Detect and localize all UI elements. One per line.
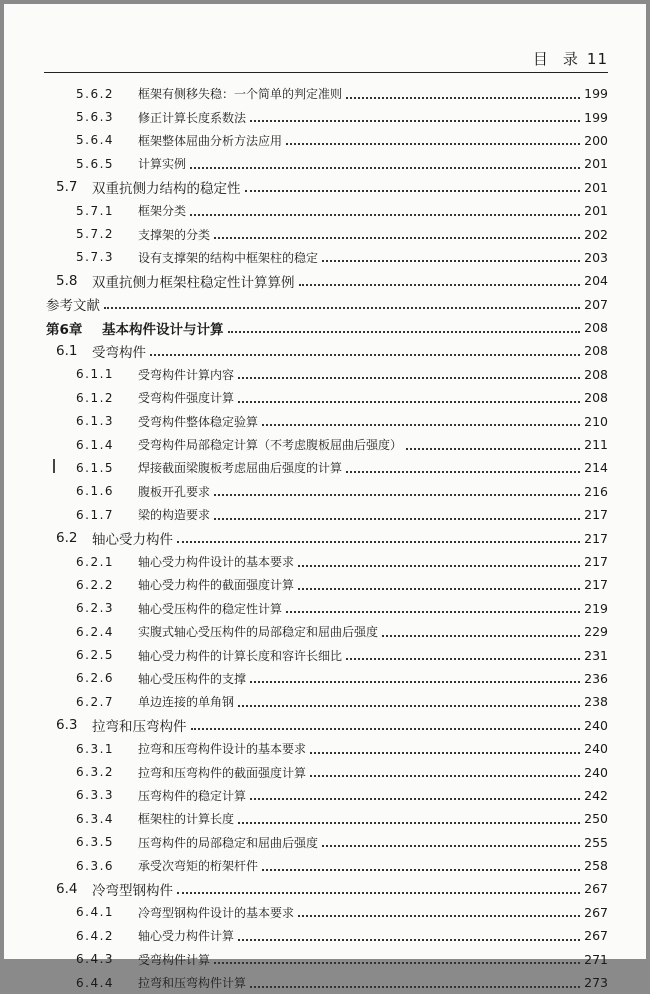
toc-entry-number: 6.3.6 <box>76 858 115 873</box>
toc-entry-page: 203 <box>584 249 608 265</box>
dot-leader <box>177 878 580 894</box>
dot-leader <box>286 129 580 145</box>
toc-entry-number: 6.2.5 <box>76 648 115 663</box>
toc-entry-number: 6.1.7 <box>76 507 115 522</box>
toc-entry-page: 202 <box>584 226 608 242</box>
table-of-contents <box>44 82 608 994</box>
toc-entry-number: 6.2.7 <box>76 694 115 709</box>
toc-entry-title: 修正计算长度系数法 <box>138 110 247 125</box>
dot-leader <box>238 387 580 403</box>
toc-entry-title: 拉弯和压弯构件计算 <box>138 976 247 991</box>
toc-entry[interactable] <box>44 971 608 994</box>
toc-entry-label <box>44 413 258 430</box>
toc-entry[interactable] <box>44 760 608 783</box>
toc-entry-number: 5.8 <box>56 272 78 289</box>
toc-entry-label <box>44 810 234 827</box>
toc-entry-label <box>44 85 342 102</box>
toc-entry-label <box>44 927 234 944</box>
toc-entry[interactable] <box>44 246 608 269</box>
dot-leader <box>238 691 580 707</box>
toc-entry-title: 冷弯型钢构件 <box>92 882 173 899</box>
toc-entry-page: 238 <box>584 694 608 710</box>
toc-entry-title: 计算实例 <box>138 157 187 172</box>
toc-entry-title: 实腹式轴心受压构件的局部稳定和屈曲后强度 <box>138 625 379 640</box>
toc-entry[interactable] <box>44 222 608 245</box>
toc-entry-page: 200 <box>584 132 608 148</box>
toc-entry[interactable] <box>44 409 608 432</box>
dot-leader <box>298 574 580 590</box>
toc-entry-number: 6.1.2 <box>76 390 115 405</box>
header-title-right: 录 <box>562 50 579 68</box>
toc-entry[interactable] <box>44 854 608 877</box>
toc-entry-title: 框架整体屈曲分析方法应用 <box>138 133 283 148</box>
dot-leader <box>238 808 580 824</box>
toc-entry-page: 201 <box>584 156 608 172</box>
dot-leader <box>245 176 581 192</box>
toc-entry-title: 轴心受力构件 <box>92 532 173 549</box>
toc-entry[interactable] <box>44 597 608 620</box>
toc-entry-number: 5.7 <box>56 179 78 196</box>
dot-leader <box>298 901 580 917</box>
toc-entry-page: 236 <box>584 670 608 686</box>
dot-leader <box>190 153 580 169</box>
toc-entry-label <box>44 177 241 197</box>
dot-leader <box>382 621 580 637</box>
toc-entry[interactable] <box>44 667 608 690</box>
dot-leader <box>250 106 580 122</box>
dot-leader <box>322 246 580 262</box>
dot-leader <box>310 761 580 777</box>
toc-entry-number: 6.2.2 <box>76 577 115 592</box>
toc-entry[interactable] <box>44 82 608 105</box>
toc-entry-title: 轴心受压构件的稳定性计算 <box>138 601 283 616</box>
toc-entry-title: 轴心受压构件的支撑 <box>138 671 247 686</box>
toc-entry[interactable] <box>44 877 608 900</box>
toc-entry-page: 240 <box>584 741 608 757</box>
toc-entry-number: 6.1.3 <box>76 414 115 429</box>
toc-entry-page: 208 <box>584 320 608 336</box>
toc-entry-title: 参考文献 <box>46 298 100 315</box>
toc-entry-label <box>44 294 100 314</box>
toc-entry-number: 5.7.1 <box>76 203 115 218</box>
toc-entry[interactable] <box>44 807 608 830</box>
header-page-number: 11 <box>586 50 608 68</box>
toc-entry[interactable] <box>44 924 608 947</box>
toc-entry-page: 208 <box>584 390 608 406</box>
toc-entry-page: 267 <box>584 904 608 920</box>
toc-entry-label <box>44 764 306 781</box>
toc-entry-title: 冷弯型钢构件设计的基本要求 <box>138 905 295 920</box>
toc-entry-page: 250 <box>584 811 608 827</box>
toc-entry[interactable] <box>44 831 608 854</box>
toc-entry-label <box>44 904 294 921</box>
toc-entry-title: 框架分类 <box>138 204 187 219</box>
toc-entry-label <box>44 459 342 476</box>
toc-entry-number: 5.6.3 <box>76 110 115 125</box>
toc-entry-number: 6.1 <box>56 342 78 359</box>
toc-entry-number: 6.3.2 <box>76 765 115 780</box>
toc-entry-number: 5.7.3 <box>76 250 115 265</box>
dot-leader <box>238 925 580 941</box>
dot-leader <box>228 317 581 333</box>
toc-entry-number: 6.3.3 <box>76 788 115 803</box>
toc-entry-label <box>44 389 234 406</box>
toc-entry-page: 214 <box>584 460 608 476</box>
dot-leader <box>104 293 580 309</box>
toc-entry-title: 轴心受力构件的截面强度计算 <box>138 578 295 593</box>
toc-entry-title: 框架有侧移失稳：一个简单的判定准则 <box>138 87 343 102</box>
toc-entry[interactable] <box>44 199 608 222</box>
toc-entry-label <box>44 109 246 126</box>
toc-entry[interactable] <box>44 339 608 362</box>
toc-entry[interactable] <box>44 643 608 666</box>
toc-entry-title: 腹板开孔要求 <box>138 484 211 499</box>
toc-entry-title: 双重抗侧力结构的稳定性 <box>92 181 241 198</box>
toc-entry-label <box>44 834 318 851</box>
toc-entry-label <box>44 226 210 243</box>
dot-leader <box>214 948 580 964</box>
dot-leader <box>177 527 580 543</box>
dot-leader <box>214 480 580 496</box>
toc-entry-page: 208 <box>584 343 608 359</box>
toc-entry-title: 设有支撑架的结构中框架柱的稳定 <box>138 250 319 265</box>
toc-entry-page: 217 <box>584 577 608 593</box>
toc-entry-title: 轴心受力构件的计算长度和容许长细比 <box>138 648 343 663</box>
dot-leader <box>250 972 580 988</box>
header-title-left: 目 <box>532 50 549 68</box>
toc-entry-number: 6.4.4 <box>76 975 115 990</box>
toc-entry-number: 6.3.4 <box>76 811 115 826</box>
toc-entry-title: 轴心受力构件计算 <box>138 929 235 944</box>
toc-entry-number: 6.2.3 <box>76 601 115 616</box>
toc-entry[interactable] <box>44 947 608 970</box>
toc-entry-title: 受弯构件计算内容 <box>138 367 235 382</box>
dot-leader <box>406 434 580 450</box>
toc-entry-page: 210 <box>584 413 608 429</box>
toc-entry-page: 207 <box>584 296 608 312</box>
toc-entry-title: 梁的构造要求 <box>138 508 211 523</box>
dot-leader <box>262 410 580 426</box>
toc-entry-title: 受弯构件局部稳定计算（不考虑腹板屈曲后强度） <box>138 438 403 453</box>
toc-entry-title: 压弯构件的局部稳定和屈曲后强度 <box>138 835 319 850</box>
dot-leader <box>346 457 580 473</box>
toc-entry-page: 240 <box>584 717 608 733</box>
toc-entry-title: 单边连接的单角钢 <box>138 695 235 710</box>
toc-entry-number: 5.6.4 <box>76 133 115 148</box>
toc-entry-title: 受弯构件 <box>92 344 146 361</box>
toc-entry-title: 受弯构件强度计算 <box>138 391 235 406</box>
toc-entry-number: 6.3 <box>56 717 78 734</box>
toc-entry-page: 267 <box>584 928 608 944</box>
toc-entry-title: 支撑架的分类 <box>138 227 211 242</box>
toc-entry-label <box>44 155 186 172</box>
toc-entry-title: 受弯构件计算 <box>138 952 211 967</box>
toc-entry-number: 6.3.5 <box>76 835 115 850</box>
toc-entry-number: 6.4.1 <box>76 905 115 920</box>
toc-entry-number: 6.2.4 <box>76 624 115 639</box>
toc-entry-label <box>44 693 234 710</box>
dot-leader <box>346 83 580 99</box>
toc-entry-number: 第6章 <box>46 321 83 338</box>
toc-entry[interactable] <box>44 480 608 503</box>
toc-entry-number: 5.7.2 <box>76 227 115 242</box>
toc-entry-page: 217 <box>584 507 608 523</box>
toc-entry-label <box>44 249 318 266</box>
toc-entry-number: 6.1.4 <box>76 437 115 452</box>
toc-entry-page: 258 <box>584 858 608 874</box>
toc-entry[interactable] <box>44 176 608 199</box>
toc-entry-page: 231 <box>584 647 608 663</box>
toc-entry-number: 6.1.5 <box>76 460 115 475</box>
toc-entry-label <box>44 576 294 593</box>
toc-entry-title: 焊接截面梁腹板考虑屈曲后强度的计算 <box>138 461 343 476</box>
toc-entry-title: 承受次弯矩的桁架杆件 <box>138 859 259 874</box>
dot-leader <box>150 340 580 356</box>
toc-entry[interactable] <box>44 433 608 456</box>
toc-entry-number: 6.2 <box>56 530 78 547</box>
toc-entry-label <box>44 436 402 453</box>
toc-entry[interactable] <box>44 901 608 924</box>
toc-entry-title: 压弯构件的稳定计算 <box>138 788 247 803</box>
toc-entry[interactable] <box>44 784 608 807</box>
header-title <box>533 48 608 69</box>
toc-entry-label <box>44 647 342 664</box>
toc-entry-page: 267 <box>584 881 608 897</box>
toc-entry-number: 5.6.5 <box>76 156 115 171</box>
dot-leader <box>322 831 580 847</box>
toc-entry-number: 6.4.2 <box>76 928 115 943</box>
dot-leader <box>310 738 580 754</box>
dot-leader <box>250 667 580 683</box>
document-page <box>4 4 646 991</box>
toc-entry[interactable] <box>44 714 608 737</box>
toc-entry-page: 217 <box>584 554 608 569</box>
toc-entry-page: 229 <box>584 624 608 640</box>
toc-entry[interactable] <box>44 456 608 479</box>
toc-entry-title: 框架柱的计算长度 <box>138 812 235 827</box>
toc-entry[interactable] <box>44 269 608 292</box>
toc-entry-label <box>44 506 210 523</box>
toc-entry-number: 6.1.6 <box>76 484 115 499</box>
toc-entry-label <box>44 528 173 548</box>
toc-entry-page: 211 <box>584 437 608 453</box>
toc-entry-label <box>44 857 258 874</box>
dot-leader <box>214 504 580 520</box>
toc-entry-number: 6.2.1 <box>76 554 115 569</box>
dot-leader <box>214 223 580 239</box>
toc-entry-number: 6.3.1 <box>76 741 115 756</box>
scan-mark <box>53 459 55 473</box>
toc-entry-label <box>44 366 234 383</box>
toc-entry-label <box>44 740 306 757</box>
toc-entry-page: 216 <box>584 483 608 499</box>
dot-leader <box>298 551 580 567</box>
toc-entry-page: 219 <box>584 600 608 616</box>
toc-entry-label <box>44 271 295 291</box>
toc-entry-page: 199 <box>584 109 608 125</box>
toc-entry-label <box>44 670 246 687</box>
toc-entry-label <box>44 974 246 991</box>
toc-entry[interactable] <box>44 620 608 643</box>
toc-entry[interactable] <box>44 573 608 596</box>
toc-entry[interactable] <box>44 503 608 526</box>
toc-entry-label <box>44 951 210 968</box>
dot-leader <box>191 714 581 730</box>
dot-leader <box>299 270 581 286</box>
toc-entry-page: 201 <box>584 203 608 219</box>
toc-entry-page: 273 <box>584 975 608 991</box>
toc-entry-label <box>44 787 246 804</box>
toc-entry-number: 6.2.6 <box>76 671 115 686</box>
toc-entry[interactable] <box>44 737 608 760</box>
toc-entry-title: 拉弯和压弯构件 <box>92 719 187 736</box>
toc-entry-title: 受弯构件整体稳定验算 <box>138 414 259 429</box>
toc-entry-label <box>44 483 210 500</box>
toc-entry-label <box>44 879 173 899</box>
toc-entry-page: 242 <box>584 787 608 803</box>
toc-entry-page: 199 <box>584 86 608 102</box>
dot-leader <box>346 644 580 660</box>
toc-entry-label <box>44 341 146 361</box>
toc-entry-page: 217 <box>584 530 608 546</box>
toc-entry-number: 6.4.3 <box>76 952 115 967</box>
toc-entry-page: 208 <box>584 366 608 382</box>
toc-entry[interactable] <box>44 152 608 175</box>
dot-leader <box>286 597 580 613</box>
toc-entry-title: 基本构件设计与计算 <box>102 321 224 338</box>
toc-entry[interactable] <box>44 316 608 339</box>
toc-entry[interactable] <box>44 386 608 409</box>
toc-entry-page: 271 <box>584 951 608 967</box>
toc-entry[interactable] <box>44 105 608 128</box>
toc-entry[interactable] <box>44 363 608 386</box>
toc-entry-page: 204 <box>584 273 608 289</box>
toc-entry-label <box>44 623 378 640</box>
toc-entry-label <box>44 318 224 338</box>
toc-entry-label <box>44 715 187 735</box>
toc-entry-title: 拉弯和压弯构件的截面强度计算 <box>138 765 307 780</box>
toc-entry[interactable] <box>44 293 608 316</box>
toc-entry-title: 拉弯和压弯构件设计的基本要求 <box>138 742 307 757</box>
toc-entry[interactable] <box>44 526 608 549</box>
toc-entry-title: 轴心受力构件设计的基本要求 <box>138 555 295 569</box>
toc-entry-page: 201 <box>584 179 608 195</box>
toc-entry-number: 6.4 <box>56 880 78 897</box>
toc-entry[interactable] <box>44 129 608 152</box>
toc-entry-label <box>44 132 282 149</box>
toc-entry-page: 255 <box>584 834 608 850</box>
dot-leader <box>238 363 580 379</box>
toc-entry-label <box>44 553 294 570</box>
dot-leader <box>262 855 580 871</box>
toc-entry-label <box>44 600 282 617</box>
dot-leader <box>190 200 580 216</box>
toc-entry-label <box>44 202 186 219</box>
toc-entry-page: 240 <box>584 764 608 780</box>
page-header <box>44 44 608 73</box>
toc-entry-number: 6.1.1 <box>76 367 115 382</box>
toc-entry[interactable] <box>44 690 608 713</box>
toc-entry[interactable] <box>44 550 608 573</box>
toc-entry-title: 双重抗侧力框架柱稳定性计算算例 <box>92 274 295 291</box>
toc-entry-number: 5.6.2 <box>76 86 115 101</box>
dot-leader <box>250 784 580 800</box>
